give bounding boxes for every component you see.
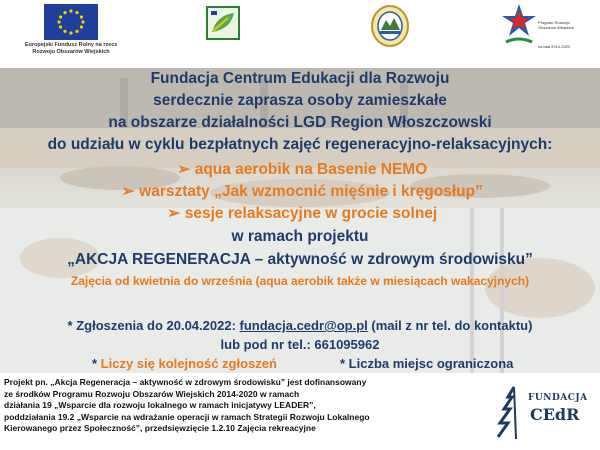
- leader-leaf-icon: [208, 8, 238, 38]
- invite-line: serdecznie zaprasza osoby zamieszkałe: [153, 92, 447, 109]
- registration-prefix: * Zgłoszenia do 20.04.2022:: [67, 318, 240, 333]
- limited-places-note: * Liczba miejsc ograniczona: [340, 356, 514, 371]
- schedule-line: Zajęcia od kwietnia do września (aqua aerobik także w miesiącach wakacyjnych): [70, 274, 530, 288]
- phone-line: lub pod nr tel.: 661095962: [220, 337, 380, 352]
- activity-item: [0, 160, 600, 179]
- lgd-region-logo: [370, 4, 410, 48]
- funding-line: Kierowanego przez Społeczność”, przedsięwzięcie 1.2.10 Zajęcia rekreacyjne: [4, 423, 316, 433]
- email-link[interactable]: fundacja.cedr@op.pl: [239, 318, 368, 333]
- prow-logo: [500, 2, 580, 58]
- funding-line: poddziałania 19.2 „Wsparcie na wdrażanie operacji w ramach Strategii Rozwoju Lokalnego: [4, 411, 370, 422]
- cedr-brand-small: FUNDACJA: [528, 393, 588, 403]
- eu-caption: [22, 42, 120, 56]
- funding-line: Projekt pn. „Akcja Regeneracja – aktywność w zdrowym środowisku” jest dofinansowany: [4, 377, 367, 387]
- project-intro: w ramach projektu: [231, 228, 369, 245]
- first-come-note: [92, 356, 277, 371]
- eu-caption-line-2: Rozwoju Obszarów Wiejskich: [32, 49, 110, 55]
- activity-item: [0, 204, 600, 223]
- prow-caption: [538, 20, 574, 49]
- arrow-bullet-icon: ➢: [121, 183, 135, 200]
- registration-suffix: (mail z nr tel. do kontaktu): [367, 318, 533, 333]
- eu-flag-icon: [44, 4, 98, 40]
- activity-text: warsztaty „Jak wzmocnić mięśnie i kręgosłup”: [139, 183, 483, 200]
- cedr-logo: [486, 383, 586, 443]
- arrow-bullet-icon: ➢: [177, 161, 191, 178]
- pine-tree-icon: [486, 383, 526, 443]
- activity-item: [0, 182, 600, 201]
- eu-caption-line-1: Europejski Fundusz Rolny na rzecz: [24, 42, 118, 48]
- lgd-emblem-icon: [370, 4, 410, 48]
- funding-statement: [4, 377, 474, 435]
- participation-line: do udziału w cyklu bezpłatnych zajęć regeneracyjno-relaksacyjnych:: [47, 136, 553, 153]
- activity-text: aqua aerobik na Basenie NEMO: [194, 161, 428, 178]
- funding-line: ze środków Programu Rozwoju Obszarów Wiejskich 2014-2020 w ramach: [4, 388, 300, 399]
- area-line: na obszarze działalności LGD Region Włoszczowski: [108, 114, 492, 131]
- first-come-text: Liczy się kolejność zgłoszeń: [100, 356, 277, 371]
- prow-caption-text: Program Rozwoju Obszarów Wiejskich: [538, 20, 575, 30]
- activity-text: sesje relaksacyjne w grocie solnej: [184, 205, 438, 222]
- organizer-line: Fundacja Centrum Edukacji dla Rozwoju: [150, 70, 450, 87]
- prow-years-text: na lata 2014-2020: [538, 44, 571, 49]
- funding-line: działania 19 „Wsparcie dla rozwoju lokalnego w ramach inicjatywy LEADER”,: [4, 400, 316, 410]
- logo-strip: [0, 0, 600, 68]
- prow-star-icon: [500, 2, 538, 52]
- leader-logo: [206, 6, 240, 40]
- funding-footer: [0, 373, 600, 450]
- note-star: *: [92, 356, 101, 371]
- eu-logo: [22, 4, 120, 56]
- project-name: „AKCJA REGENERACJA – aktywność w zdrowym środowisku”: [67, 251, 533, 268]
- arrow-bullet-icon: ➢: [167, 205, 181, 222]
- registration-line: [0, 318, 600, 333]
- cedr-brand-big: CEdR: [530, 405, 580, 424]
